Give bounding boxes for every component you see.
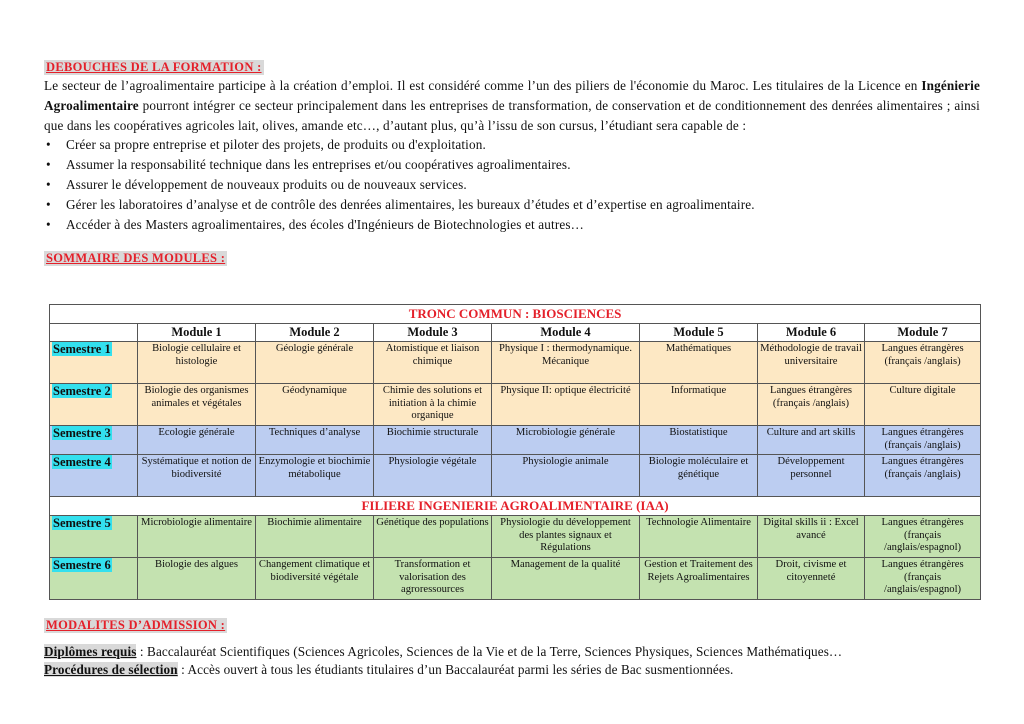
module-cell: Atomistique et liaison chimique xyxy=(374,342,492,384)
table-row-semestre-5 xyxy=(50,516,981,558)
filiere-title: FILIERE INGENIERIE AGROALIMENTAIRE (IAA) xyxy=(50,497,981,516)
header-module-2: Module 2 xyxy=(256,324,374,342)
module-cell: Enzymologie et biochimie métabolique xyxy=(256,455,374,497)
module-cell: Transformation et valorisation des agroressources xyxy=(374,558,492,600)
bullet-text: Créer sa propre entreprise et piloter des projets, de produits ou d'exploitation. xyxy=(66,137,486,153)
bullet-item xyxy=(44,175,980,195)
module-cell: Chimie des solutions et initiation à la chimie organique xyxy=(374,384,492,426)
procedures-line xyxy=(44,661,842,679)
bullet-text: Gérer les laboratoires d’analyse et de contrôle des denrées alimentaires, les bureaux d’études et d’expertise en agroalimentaire. xyxy=(66,197,755,213)
module-cell: Langues étrangères (français /anglais) xyxy=(758,384,865,426)
module-cell: Mathématiques xyxy=(640,342,758,384)
semester-label xyxy=(50,342,138,384)
bullet-item xyxy=(44,135,980,155)
module-cell: Physiologie végétale xyxy=(374,455,492,497)
module-cell: Langues étrangères (français /anglais/espagnol) xyxy=(865,516,981,558)
table-row-semestre-1 xyxy=(50,342,981,384)
tronc-commun-title: TRONC COMMUN : BIOSCIENCES xyxy=(50,305,981,324)
module-cell: Droit, civisme et citoyenneté xyxy=(758,558,865,600)
module-cell: Informatique xyxy=(640,384,758,426)
module-cell: Culture and art skills xyxy=(758,426,865,455)
diplomes-line xyxy=(44,643,842,661)
bullet-icon: • xyxy=(46,177,51,193)
procedures-label: Procédures de sélection xyxy=(44,661,178,677)
module-cell: Culture digitale xyxy=(865,384,981,426)
semester-label-text: Semestre 4 xyxy=(53,455,111,469)
module-cell: Digital skills ii : Excel avancé xyxy=(758,516,865,558)
admission-heading-wrap xyxy=(44,616,227,634)
debouches-bullet-list xyxy=(44,135,980,235)
module-cell: Biochimie alimentaire xyxy=(256,516,374,558)
diplomes-text: : Baccalauréat Scientifiques (Sciences Agricoles, Sciences de la Vie et de la Terre, Sciences Physiques, Sciences Mathématiques… xyxy=(136,644,843,659)
module-cell: Physiologie du développement des plantes signaux et Régulations xyxy=(492,516,640,558)
module-cell: Biologie cellulaire et histologie xyxy=(138,342,256,384)
procedures-text: : Accès ouvert à tous les étudiants titulaires d’un Baccalauréat parmi les séries de Bac susmentionnées. xyxy=(177,661,734,677)
bullet-item xyxy=(44,195,980,215)
module-cell: Développement personnel xyxy=(758,455,865,497)
sommaire-heading: SOMMAIRE DES MODULES : xyxy=(46,251,226,266)
module-cell: Biologie moléculaire et génétique xyxy=(640,455,758,497)
module-cell: Changement climatique et biodiversité végétale xyxy=(256,558,374,600)
module-cell: Microbiologie générale xyxy=(492,426,640,455)
semester-label xyxy=(50,426,138,455)
bullet-icon: • xyxy=(46,137,51,153)
module-cell: Systématique et notion de biodiversité xyxy=(138,455,256,497)
semester-label-text: Semestre 5 xyxy=(53,516,111,530)
header-module-4: Module 4 xyxy=(492,324,640,342)
para-before: Le secteur de l’agroalimentaire participe à la création d’emploi. Il est considéré comme l’un des piliers de l'économie du Maroc. Les titulaires de la Licence en xyxy=(44,78,922,93)
bullet-item xyxy=(44,215,980,235)
module-cell: Biologie des organismes animales et végétales xyxy=(138,384,256,426)
semester-label xyxy=(50,384,138,426)
para-after: pourront intégrer ce secteur principalement dans les entreprises de transformation, de conservation et de conditionnement des denrées alimentaires ; ainsi que dans les coopératives agricoles lait, olives, amande etc…, d’autant plus, qu’à l’issu de son cursus, l’étudiant sera capable de : xyxy=(44,97,980,133)
module-cell: Microbiologie alimentaire xyxy=(138,516,256,558)
module-cell: Physiologie animale xyxy=(492,455,640,497)
filiere-row xyxy=(50,497,981,516)
bullet-text: Assumer la responsabilité technique dans les entreprises et/ou coopératives agroalimentaires. xyxy=(66,157,571,173)
semester-label-text: Semestre 3 xyxy=(53,426,111,440)
diplomes-label: Diplômes requis xyxy=(44,644,137,659)
module-cell: Méthodologie de travail universitaire xyxy=(758,342,865,384)
module-cell: Biologie des algues xyxy=(138,558,256,600)
header-module-1: Module 1 xyxy=(138,324,256,342)
module-cell: Ecologie générale xyxy=(138,426,256,455)
module-cell: Biostatistique xyxy=(640,426,758,455)
header-module-3: Module 3 xyxy=(374,324,492,342)
module-cell: Gestion et Traitement des Rejets Agroalimentaires xyxy=(640,558,758,600)
module-cell: Technologie Alimentaire xyxy=(640,516,758,558)
header-module-6: Module 6 xyxy=(758,324,865,342)
bullet-icon: • xyxy=(46,157,51,173)
semester-label-text: Semestre 2 xyxy=(53,384,111,398)
semester-label xyxy=(50,455,138,497)
semester-label xyxy=(50,558,138,600)
module-cell: Physique II: optique électricité xyxy=(492,384,640,426)
module-cell: Langues étrangères (français /anglais) xyxy=(865,426,981,455)
document-page xyxy=(44,58,980,267)
module-cell: Géodynamique xyxy=(256,384,374,426)
sommaire-heading-wrap xyxy=(44,249,980,267)
semester-label-text: Semestre 1 xyxy=(53,342,111,356)
admission-section xyxy=(44,643,842,678)
module-cell: Langues étrangères (français /anglais) xyxy=(865,342,981,384)
para-bold-term: Ingénierie Agroalimentaire xyxy=(44,78,980,113)
bullet-text: Accéder à des Masters agroalimentaires, des écoles d'Ingénieurs de Biotechnologies et autres… xyxy=(66,217,584,233)
debouches-heading: DEBOUCHES DE LA FORMATION : xyxy=(46,60,262,74)
admission-heading: MODALITES D’ADMISSION : xyxy=(46,618,226,632)
module-cell: Langues étrangères (français /anglais/espagnol) xyxy=(865,558,981,600)
debouches-section xyxy=(44,58,980,235)
module-cell: Géologie générale xyxy=(256,342,374,384)
table-row-semestre-4 xyxy=(50,455,981,497)
table-row-semestre-6 xyxy=(50,558,981,600)
table-row-semestre-3 xyxy=(50,426,981,455)
semester-label xyxy=(50,516,138,558)
bullet-icon: • xyxy=(46,217,51,233)
module-cell: Physique I : thermodynamique. Mécanique xyxy=(492,342,640,384)
bullet-item xyxy=(44,155,980,175)
module-cell: Langues étrangères (français /anglais) xyxy=(865,455,981,497)
header-empty-cell xyxy=(50,324,138,342)
table-row-semestre-2 xyxy=(50,384,981,426)
table-header-row xyxy=(50,324,981,342)
debouches-paragraph xyxy=(44,76,980,135)
module-cell: Génétique des populations xyxy=(374,516,492,558)
modules-table xyxy=(49,304,981,600)
tronc-commun-row xyxy=(50,305,981,324)
module-cell: Biochimie structurale xyxy=(374,426,492,455)
header-module-5: Module 5 xyxy=(640,324,758,342)
bullet-text: Assurer le développement de nouveaux produits ou de nouveaux services. xyxy=(66,177,467,193)
bullet-icon: • xyxy=(46,197,51,213)
semester-label-text: Semestre 6 xyxy=(53,558,111,572)
header-module-7: Module 7 xyxy=(865,324,981,342)
module-cell: Management de la qualité xyxy=(492,558,640,600)
module-cell: Techniques d’analyse xyxy=(256,426,374,455)
